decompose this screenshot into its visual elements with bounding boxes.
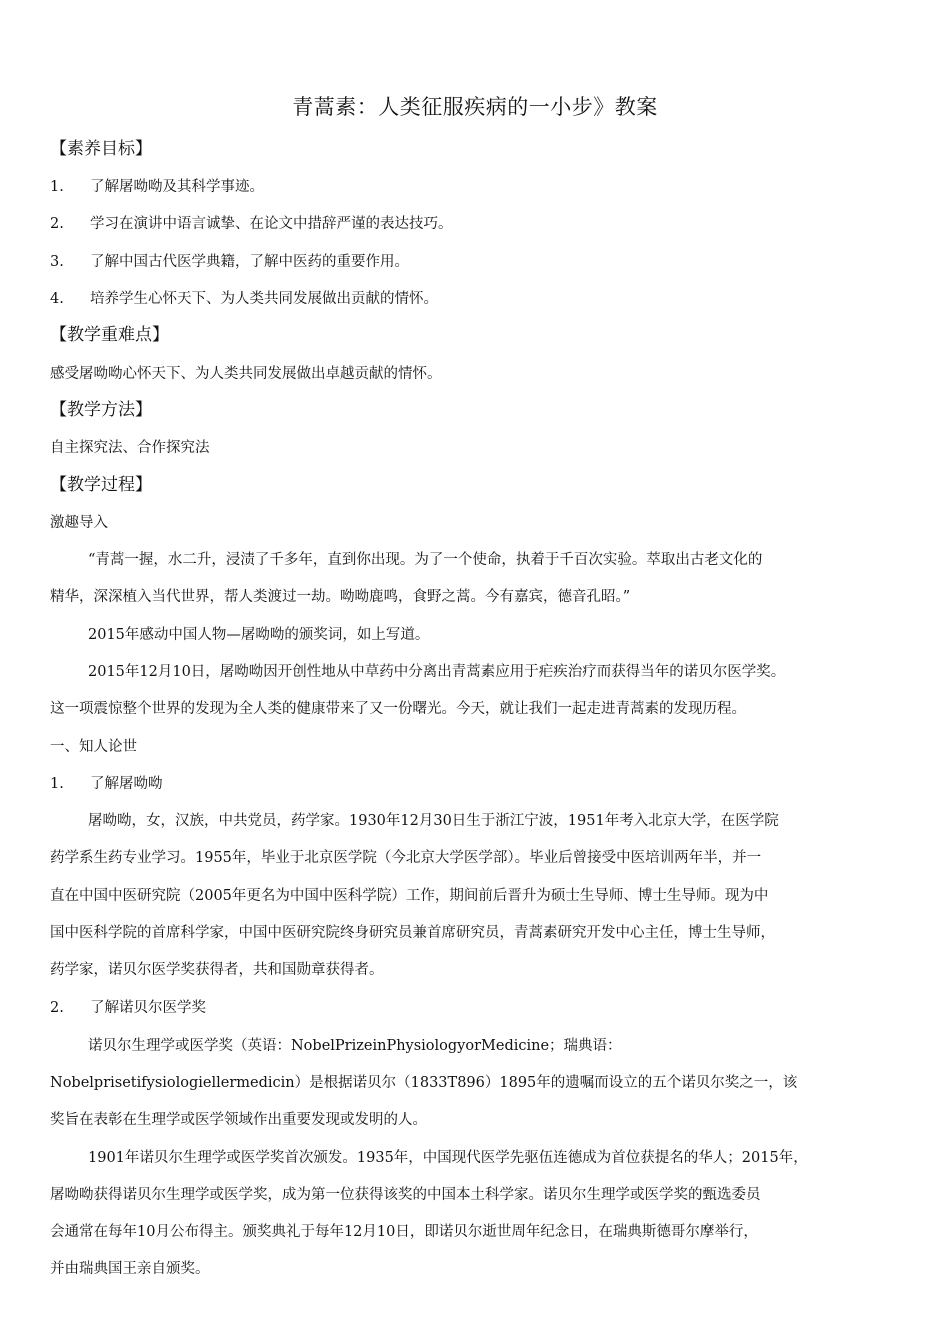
bio-line: 药学家，诺贝尔医学奖获得者，共和国勋章获得者。 — [50, 962, 384, 978]
intro-label: 激趣导入 — [50, 515, 108, 531]
goal-text: 了解中国古代医学典籍，了解中医药的重要作用。 — [90, 254, 409, 270]
award-quote-line: 精华，深深植入当代世界，帮人类渡过一劫。呦呦鹿鸣，食野之蒿。今有嘉宾，德音孔昭。” — [50, 589, 631, 605]
history-line: 并由瑞典国王亲自颁奖。 — [50, 1261, 210, 1277]
subheading-number: 1. — [50, 776, 64, 792]
document-title: 青蒿素：人类征服疾病的一小步》教案 — [292, 95, 658, 119]
subheading — [50, 997, 206, 1019]
section-heading-methods: 【教学方法】 — [50, 400, 152, 420]
paragraph-line: 2015年感动中国人物—屠呦呦的颁奖词，如上写道。 — [88, 627, 430, 643]
history-line: 屠呦呦获得诺贝尔生理学或医学奖，成为第一位获得该奖的中国本土科学家。诺贝尔生理学或医学奖的甄选委员 — [50, 1187, 761, 1203]
keypoints-text: 感受屠呦呦心怀天下、为人类共同发展做出卓越贡献的情怀。 — [50, 366, 442, 382]
nobel-line: 奖旨在表彰在生理学或医学领域作出重要发现或发明的人。 — [50, 1112, 427, 1128]
goal-item — [50, 251, 409, 273]
goal-number: 4. — [50, 291, 64, 307]
history-line: 会通常在每年10月公布得主。颁奖典礼于每年12月10日，即诺贝尔逝世周年纪念日，在瑞典斯德哥尔摩举行， — [50, 1224, 758, 1240]
goal-item — [50, 213, 453, 235]
goal-text: 培养学生心怀天下、为人类共同发展做出贡献的情怀。 — [90, 291, 438, 307]
award-quote-line: “青蒿一握，水二升，浸渍了千多年，直到你出现。为了一个使命，执着于千百次实验。萃取出古老文化的 — [88, 552, 763, 568]
subheading-text: 了解诺贝尔医学奖 — [90, 1000, 206, 1016]
paragraph-line: 2015年12月10日，屠呦呦因开创性地从中草药中分离出青蒿素应用于疟疾治疗而获得当年的诺贝尔医学奖。 — [88, 664, 786, 680]
goal-item — [50, 176, 264, 198]
subheading-text: 了解屠呦呦 — [90, 776, 163, 792]
section-heading-keypoints: 【教学重难点】 — [50, 325, 169, 345]
bio-line: 国中医科学院的首席科学家，中国中医研究院终身研究员兼首席研究员，青蒿素研究开发中心主任，博士生导师， — [50, 925, 775, 941]
goal-item — [50, 288, 438, 310]
subheading — [50, 773, 163, 795]
section-heading-goals: 【素养目标】 — [50, 139, 152, 159]
goal-number: 1. — [50, 179, 64, 195]
goal-text: 了解屠呦呦及其科学事迹。 — [90, 179, 264, 195]
bio-line: 直在中国中医研究院（2005年更名为中国中医科学院）工作，期间前后晋升为硕士生导师、博士生导师。现为中 — [50, 888, 769, 904]
paragraph-line: 这一项震惊整个世界的发现为全人类的健康带来了又一份曙光。今天，就让我们一起走进青蒿素的发现历程。 — [50, 701, 746, 717]
goal-number: 3. — [50, 254, 64, 270]
nobel-line: Nobelprisetifysiologiellermedicin）是根据诺贝尔（1833T896）1895年的遗嘱而设立的五个诺贝尔奖之一，该 — [50, 1075, 798, 1091]
goal-text: 学习在演讲中语言诚挚、在论文中措辞严谨的表达技巧。 — [90, 216, 453, 232]
bio-line: 药学系生药专业学习。1955年，毕业于北京医学院（今北京大学医学部）。毕业后曾接受中医培训两年半，并一 — [50, 850, 762, 866]
section-heading-process: 【教学过程】 — [50, 475, 152, 495]
methods-text: 自主探究法、合作探究法 — [50, 440, 210, 456]
history-line: 1901年诺贝尔生理学或医学奖首次颁发。1935年，中国现代医学先驱伍连德成为首位获提名的华人；2015年， — [88, 1150, 808, 1166]
goal-number: 2. — [50, 216, 64, 232]
subheading-number: 2. — [50, 1000, 64, 1016]
nobel-line: 诺贝尔生理学或医学奖（英语：NobelPrizeinPhysiologyorMedicine；瑞典语： — [88, 1038, 622, 1054]
bio-line: 屠呦呦，女，汉族，中共党员，药学家。1930年12月30日生于浙江宁波，1951年考入北京大学，在医学院 — [88, 813, 779, 829]
part-heading: 一、知人论世 — [50, 739, 137, 755]
